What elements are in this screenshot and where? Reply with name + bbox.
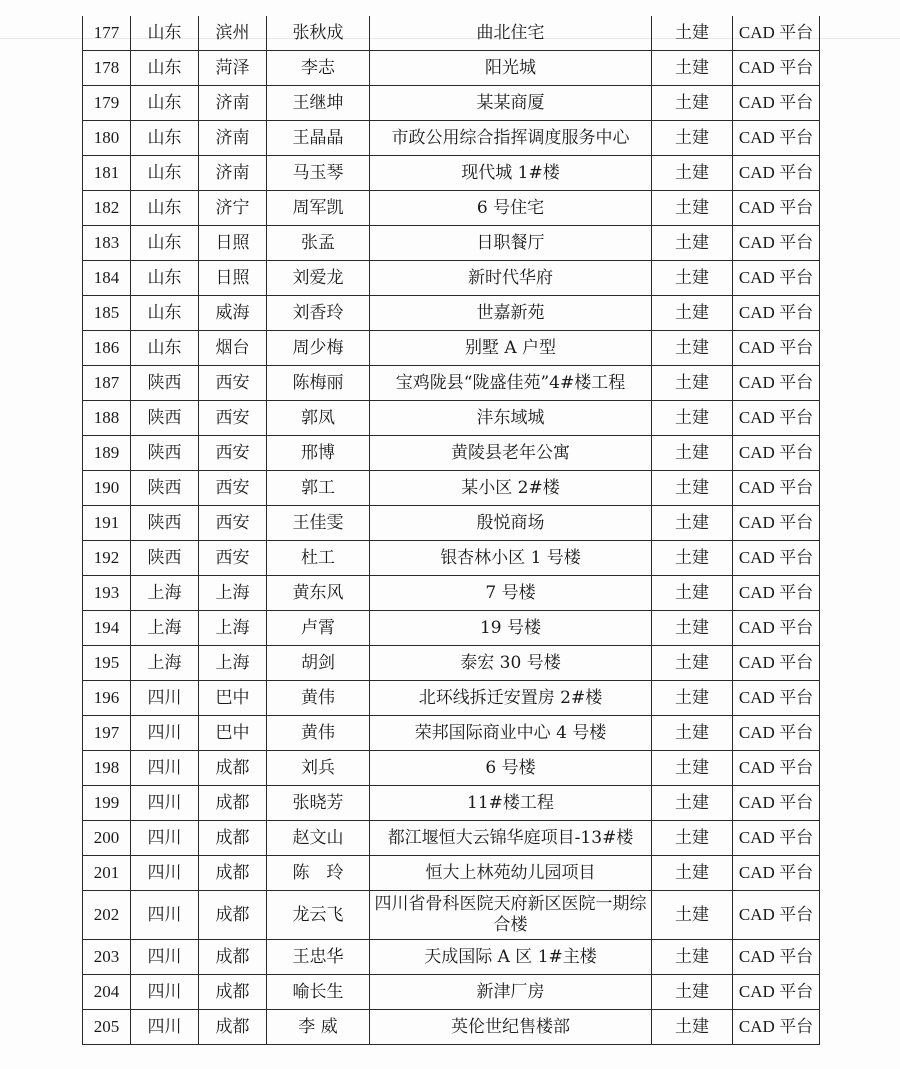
platform-cell: CAD 平台 [733, 891, 820, 940]
platform-cell: CAD 平台 [733, 506, 820, 541]
person-name-cell: 王佳雯 [267, 506, 370, 541]
row-number-cell: 178 [83, 51, 131, 86]
person-name-cell: 赵文山 [267, 821, 370, 856]
table-row [83, 940, 820, 975]
table-row [83, 646, 820, 681]
platform-cell: CAD 平台 [733, 86, 820, 121]
discipline-cell: 土建 [652, 786, 733, 821]
table-row [83, 611, 820, 646]
person-name-cell: 黄东风 [267, 576, 370, 611]
province-cell: 四川 [131, 681, 199, 716]
project-table [82, 16, 820, 1045]
project-name-cell: 恒大上林苑幼儿园项目 [370, 856, 652, 891]
city-cell: 菏泽 [199, 51, 267, 86]
discipline-cell: 土建 [652, 506, 733, 541]
province-cell: 四川 [131, 940, 199, 975]
discipline-cell: 土建 [652, 366, 733, 401]
person-name-cell: 卢霄 [267, 611, 370, 646]
person-name-cell: 刘兵 [267, 751, 370, 786]
row-number-cell: 189 [83, 436, 131, 471]
province-cell: 陕西 [131, 436, 199, 471]
row-number-cell: 193 [83, 576, 131, 611]
platform-cell: CAD 平台 [733, 296, 820, 331]
province-cell: 四川 [131, 751, 199, 786]
project-name-cell: 别墅 A 户型 [370, 331, 652, 366]
table-row [83, 86, 820, 121]
table-row [83, 121, 820, 156]
platform-cell: CAD 平台 [733, 1010, 820, 1045]
row-number-cell: 202 [83, 891, 131, 940]
city-cell: 威海 [199, 296, 267, 331]
province-cell: 陕西 [131, 506, 199, 541]
row-number-cell: 204 [83, 975, 131, 1010]
row-number-cell: 191 [83, 506, 131, 541]
table-row [83, 786, 820, 821]
province-cell: 山东 [131, 51, 199, 86]
row-number-cell: 187 [83, 366, 131, 401]
city-cell: 成都 [199, 975, 267, 1010]
row-number-cell: 186 [83, 331, 131, 366]
city-cell: 烟台 [199, 331, 267, 366]
platform-cell: CAD 平台 [733, 821, 820, 856]
province-cell: 山东 [131, 121, 199, 156]
discipline-cell: 土建 [652, 716, 733, 751]
table-row [83, 436, 820, 471]
platform-cell: CAD 平台 [733, 940, 820, 975]
row-number-cell: 192 [83, 541, 131, 576]
platform-cell: CAD 平台 [733, 716, 820, 751]
person-name-cell: 喻长生 [267, 975, 370, 1010]
person-name-cell: 邢博 [267, 436, 370, 471]
person-name-cell: 王忠华 [267, 940, 370, 975]
city-cell: 成都 [199, 821, 267, 856]
city-cell: 济宁 [199, 191, 267, 226]
city-cell: 西安 [199, 541, 267, 576]
platform-cell: CAD 平台 [733, 366, 820, 401]
row-number-cell: 185 [83, 296, 131, 331]
platform-cell: CAD 平台 [733, 401, 820, 436]
province-cell: 山东 [131, 261, 199, 296]
platform-cell: CAD 平台 [733, 751, 820, 786]
city-cell: 巴中 [199, 716, 267, 751]
project-name-cell: 日职餐厅 [370, 226, 652, 261]
table-row [83, 471, 820, 506]
platform-cell: CAD 平台 [733, 681, 820, 716]
discipline-cell: 土建 [652, 940, 733, 975]
project-name-cell: 宝鸡陇县“陇盛佳苑”4#楼工程 [370, 366, 652, 401]
province-cell: 陕西 [131, 366, 199, 401]
table-row [83, 541, 820, 576]
discipline-cell: 土建 [652, 191, 733, 226]
discipline-cell: 土建 [652, 856, 733, 891]
discipline-cell: 土建 [652, 51, 733, 86]
project-name-cell: 荣邦国际商业中心 4 号楼 [370, 716, 652, 751]
row-number-cell: 195 [83, 646, 131, 681]
person-name-cell: 郭凤 [267, 401, 370, 436]
city-cell: 上海 [199, 576, 267, 611]
discipline-cell: 土建 [652, 86, 733, 121]
project-name-cell: 曲北住宅 [370, 16, 652, 51]
person-name-cell: 黄伟 [267, 681, 370, 716]
project-name-cell: 11#楼工程 [370, 786, 652, 821]
city-cell: 成都 [199, 751, 267, 786]
project-name-cell: 沣东域城 [370, 401, 652, 436]
project-name-cell: 某小区 2#楼 [370, 471, 652, 506]
city-cell: 济南 [199, 121, 267, 156]
platform-cell: CAD 平台 [733, 16, 820, 51]
project-name-cell: 现代城 1#楼 [370, 156, 652, 191]
person-name-cell: 李 威 [267, 1010, 370, 1045]
table-row [83, 681, 820, 716]
project-name-cell: 银杏林小区 1 号楼 [370, 541, 652, 576]
person-name-cell: 杜工 [267, 541, 370, 576]
city-cell: 日照 [199, 261, 267, 296]
discipline-cell: 土建 [652, 401, 733, 436]
person-name-cell: 龙云飞 [267, 891, 370, 940]
person-name-cell: 陈梅丽 [267, 366, 370, 401]
city-cell: 西安 [199, 506, 267, 541]
province-cell: 山东 [131, 296, 199, 331]
city-cell: 成都 [199, 786, 267, 821]
project-name-cell: 天成国际 A 区 1#主楼 [370, 940, 652, 975]
province-cell: 山东 [131, 16, 199, 51]
province-cell: 陕西 [131, 401, 199, 436]
platform-cell: CAD 平台 [733, 786, 820, 821]
province-cell: 山东 [131, 86, 199, 121]
person-name-cell: 郭工 [267, 471, 370, 506]
province-cell: 四川 [131, 975, 199, 1010]
province-cell: 山东 [131, 156, 199, 191]
table-row [83, 401, 820, 436]
province-cell: 上海 [131, 576, 199, 611]
platform-cell: CAD 平台 [733, 856, 820, 891]
city-cell: 上海 [199, 646, 267, 681]
table-row [83, 156, 820, 191]
discipline-cell: 土建 [652, 331, 733, 366]
city-cell: 成都 [199, 940, 267, 975]
project-name-cell: 都江堰恒大云锦华庭项目-13#楼 [370, 821, 652, 856]
discipline-cell: 土建 [652, 751, 733, 786]
project-name-cell: 黄陵县老年公寓 [370, 436, 652, 471]
discipline-cell: 土建 [652, 261, 733, 296]
project-name-cell: 19 号楼 [370, 611, 652, 646]
platform-cell: CAD 平台 [733, 226, 820, 261]
platform-cell: CAD 平台 [733, 646, 820, 681]
table-row [83, 1010, 820, 1045]
platform-cell: CAD 平台 [733, 611, 820, 646]
person-name-cell: 周少梅 [267, 331, 370, 366]
person-name-cell: 李志 [267, 51, 370, 86]
discipline-cell: 土建 [652, 436, 733, 471]
row-number-cell: 197 [83, 716, 131, 751]
table-row [83, 366, 820, 401]
table-row [83, 576, 820, 611]
discipline-cell: 土建 [652, 156, 733, 191]
city-cell: 西安 [199, 471, 267, 506]
row-number-cell: 177 [83, 16, 131, 51]
discipline-cell: 土建 [652, 681, 733, 716]
table-row [83, 975, 820, 1010]
row-number-cell: 181 [83, 156, 131, 191]
project-name-cell: 6 号楼 [370, 751, 652, 786]
province-cell: 四川 [131, 856, 199, 891]
person-name-cell: 刘爱龙 [267, 261, 370, 296]
row-number-cell: 184 [83, 261, 131, 296]
province-cell: 四川 [131, 716, 199, 751]
table-row [83, 226, 820, 261]
province-cell: 上海 [131, 611, 199, 646]
platform-cell: CAD 平台 [733, 436, 820, 471]
table-body [83, 16, 820, 1045]
city-cell: 巴中 [199, 681, 267, 716]
project-name-cell: 泰宏 30 号楼 [370, 646, 652, 681]
city-cell: 济南 [199, 86, 267, 121]
person-name-cell: 张孟 [267, 226, 370, 261]
person-name-cell: 周军凯 [267, 191, 370, 226]
table-row [83, 16, 820, 51]
discipline-cell: 土建 [652, 611, 733, 646]
discipline-cell: 土建 [652, 1010, 733, 1045]
row-number-cell: 182 [83, 191, 131, 226]
province-cell: 四川 [131, 891, 199, 940]
city-cell: 西安 [199, 401, 267, 436]
project-name-cell: 市政公用综合指挥调度服务中心 [370, 121, 652, 156]
project-name-cell: 某某商厦 [370, 86, 652, 121]
person-name-cell: 胡剑 [267, 646, 370, 681]
project-name-cell: 6 号住宅 [370, 191, 652, 226]
discipline-cell: 土建 [652, 891, 733, 940]
province-cell: 山东 [131, 331, 199, 366]
project-name-cell: 新时代华府 [370, 261, 652, 296]
person-name-cell: 张晓芳 [267, 786, 370, 821]
platform-cell: CAD 平台 [733, 331, 820, 366]
platform-cell: CAD 平台 [733, 471, 820, 506]
city-cell: 西安 [199, 366, 267, 401]
discipline-cell: 土建 [652, 646, 733, 681]
project-table-container [82, 16, 819, 1045]
platform-cell: CAD 平台 [733, 541, 820, 576]
row-number-cell: 196 [83, 681, 131, 716]
province-cell: 四川 [131, 786, 199, 821]
table-row [83, 296, 820, 331]
discipline-cell: 土建 [652, 121, 733, 156]
province-cell: 四川 [131, 1010, 199, 1045]
project-name-cell: 四川省骨科医院天府新区医院一期综合楼 [370, 891, 652, 940]
project-name-cell: 新津厂房 [370, 975, 652, 1010]
person-name-cell: 马玉琴 [267, 156, 370, 191]
province-cell: 山东 [131, 226, 199, 261]
project-name-cell: 英伦世纪售楼部 [370, 1010, 652, 1045]
discipline-cell: 土建 [652, 975, 733, 1010]
city-cell: 济南 [199, 156, 267, 191]
city-cell: 成都 [199, 1010, 267, 1045]
table-row [83, 716, 820, 751]
platform-cell: CAD 平台 [733, 121, 820, 156]
platform-cell: CAD 平台 [733, 156, 820, 191]
project-name-cell: 阳光城 [370, 51, 652, 86]
discipline-cell: 土建 [652, 226, 733, 261]
discipline-cell: 土建 [652, 471, 733, 506]
province-cell: 上海 [131, 646, 199, 681]
table-row [83, 261, 820, 296]
row-number-cell: 180 [83, 121, 131, 156]
discipline-cell: 土建 [652, 296, 733, 331]
table-row [83, 751, 820, 786]
province-cell: 山东 [131, 191, 199, 226]
person-name-cell: 刘香玲 [267, 296, 370, 331]
table-row [83, 51, 820, 86]
row-number-cell: 179 [83, 86, 131, 121]
city-cell: 西安 [199, 436, 267, 471]
person-name-cell: 张秋成 [267, 16, 370, 51]
table-row [83, 891, 820, 940]
province-cell: 四川 [131, 821, 199, 856]
project-name-cell: 7 号楼 [370, 576, 652, 611]
person-name-cell: 黄伟 [267, 716, 370, 751]
row-number-cell: 201 [83, 856, 131, 891]
row-number-cell: 199 [83, 786, 131, 821]
table-row [83, 331, 820, 366]
platform-cell: CAD 平台 [733, 191, 820, 226]
province-cell: 陕西 [131, 471, 199, 506]
discipline-cell: 土建 [652, 576, 733, 611]
discipline-cell: 土建 [652, 541, 733, 576]
row-number-cell: 198 [83, 751, 131, 786]
person-name-cell: 陈 玲 [267, 856, 370, 891]
table-row [83, 191, 820, 226]
province-cell: 陕西 [131, 541, 199, 576]
person-name-cell: 王继坤 [267, 86, 370, 121]
table-row [83, 856, 820, 891]
city-cell: 日照 [199, 226, 267, 261]
city-cell: 滨州 [199, 16, 267, 51]
discipline-cell: 土建 [652, 821, 733, 856]
person-name-cell: 王晶晶 [267, 121, 370, 156]
project-name-cell: 世嘉新苑 [370, 296, 652, 331]
project-name-cell: 殷悦商场 [370, 506, 652, 541]
table-row [83, 821, 820, 856]
project-name-cell: 北环线拆迁安置房 2#楼 [370, 681, 652, 716]
table-row [83, 506, 820, 541]
row-number-cell: 194 [83, 611, 131, 646]
platform-cell: CAD 平台 [733, 576, 820, 611]
city-cell: 成都 [199, 891, 267, 940]
row-number-cell: 205 [83, 1010, 131, 1045]
row-number-cell: 188 [83, 401, 131, 436]
row-number-cell: 190 [83, 471, 131, 506]
row-number-cell: 183 [83, 226, 131, 261]
platform-cell: CAD 平台 [733, 975, 820, 1010]
row-number-cell: 200 [83, 821, 131, 856]
platform-cell: CAD 平台 [733, 51, 820, 86]
city-cell: 上海 [199, 611, 267, 646]
discipline-cell: 土建 [652, 16, 733, 51]
city-cell: 成都 [199, 856, 267, 891]
platform-cell: CAD 平台 [733, 261, 820, 296]
row-number-cell: 203 [83, 940, 131, 975]
